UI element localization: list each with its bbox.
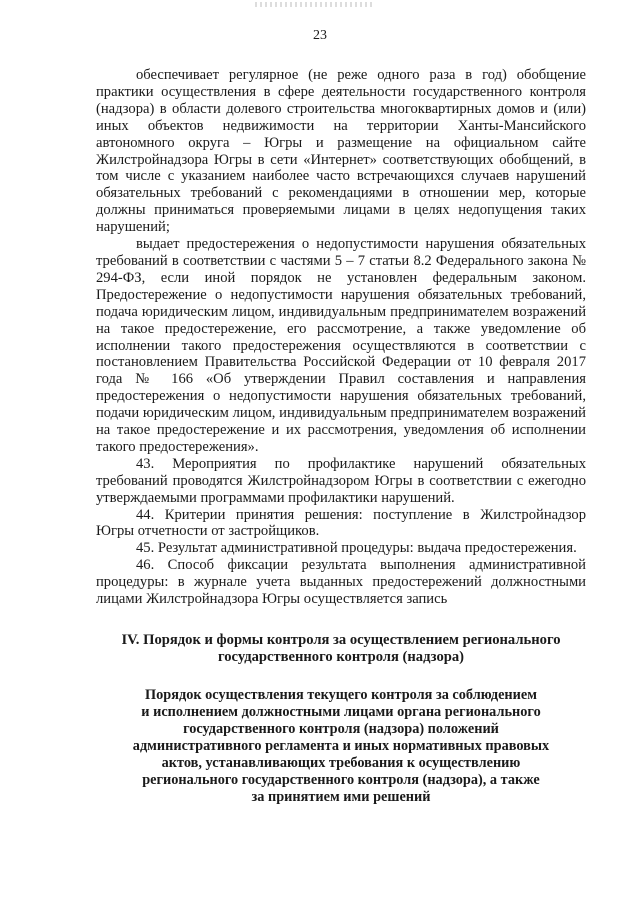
subsection-title-line: административного регламента и иных нормативных правовых xyxy=(132,738,550,754)
section-title-line: IV. Порядок и формы контроля за осуществлением регионального xyxy=(121,632,561,648)
paragraph-43: 43. Мероприятия по профилактике нарушений обязательных требований проводятся Жилстройнадзором Югры в соответствии с ежегодно утверждаемыми программами профилактики нарушений. xyxy=(96,455,586,506)
section-title-line: государственного контроля (надзора) xyxy=(217,649,465,665)
subsection-title-line: регионального государственного контроля (надзора), а также xyxy=(142,772,540,788)
page-number: 23 xyxy=(313,28,327,43)
paragraph-generalization-practice: обеспечивает регулярное (не реже одного раза в год) обобщение практики осуществления в сфере деятельности государственного контроля (надзора) в области долевого строительства многоквартирных домов и (или) иных объектов недвижимости на территории Ханты-Мансийского автономного округа – Югры и размещение на официальном сайте Жилстройнадзора Югры в сети «Интернет» соответствующих обобщений, в том числе с указанием наиболее часто встречающихся случаев нарушений обязательных требований с рекомендациями в отношении мер, которые должны приниматься проверяемыми лицами в целях недопущения таких нарушений; xyxy=(96,67,586,236)
paragraph-46: 46. Способ фиксации результата выполнения административной процедуры: в журнале учета выданных предостережений должностными лицами Жилстройнадзора Югры осуществляется запись xyxy=(96,557,586,608)
subsection-title-line: Порядок осуществления текущего контроля за соблюдением xyxy=(145,687,537,703)
document-body xyxy=(96,67,586,806)
section-title xyxy=(96,632,586,666)
subsection-title-line: актов, устанавливающих требования к осуществлению xyxy=(161,755,521,771)
scan-artifact xyxy=(255,2,375,7)
subsection-title-line: за принятием ими решений xyxy=(251,789,431,805)
subsection-title xyxy=(96,687,586,806)
paragraph-45: 45. Результат административной процедуры: выдача предостережения. xyxy=(136,540,577,557)
subsection-title-line: и исполнением должностными лицами органа регионального xyxy=(141,704,541,720)
paragraph-44: 44. Критерии принятия решения: поступление в Жилстройнадзор Югры отчетности от застройщиков. xyxy=(96,506,586,540)
paragraph-warnings: выдает предостережения о недопустимости нарушения обязательных требований в соответствии с частями 5 – 7 статьи 8.2 Федерального закона № 294-ФЗ, если иной порядок не установлен федеральным законом. Предостережение о недопустимости нарушения обязательных требований, подача юридическим лицом, индивидуальным предпринимателем возражений на такое предостережение, его рассмотрение, а также уведомление об исполнении такого предостережения осуществляются в соответствии с постановлением Правительства Российской Федерации от 10 февраля 2017 года № 166 «Об утверждении Правил составления и направления предостережения о недопустимости нарушения обязательных требований, подачи юридическим лицом, индивидуальным предпринимателем возражений на такое предостережение и их рассмотрения, уведомления об исполнении такого предостережения». xyxy=(96,236,586,455)
subsection-title-line: государственного контроля (надзора) положений xyxy=(183,721,499,737)
